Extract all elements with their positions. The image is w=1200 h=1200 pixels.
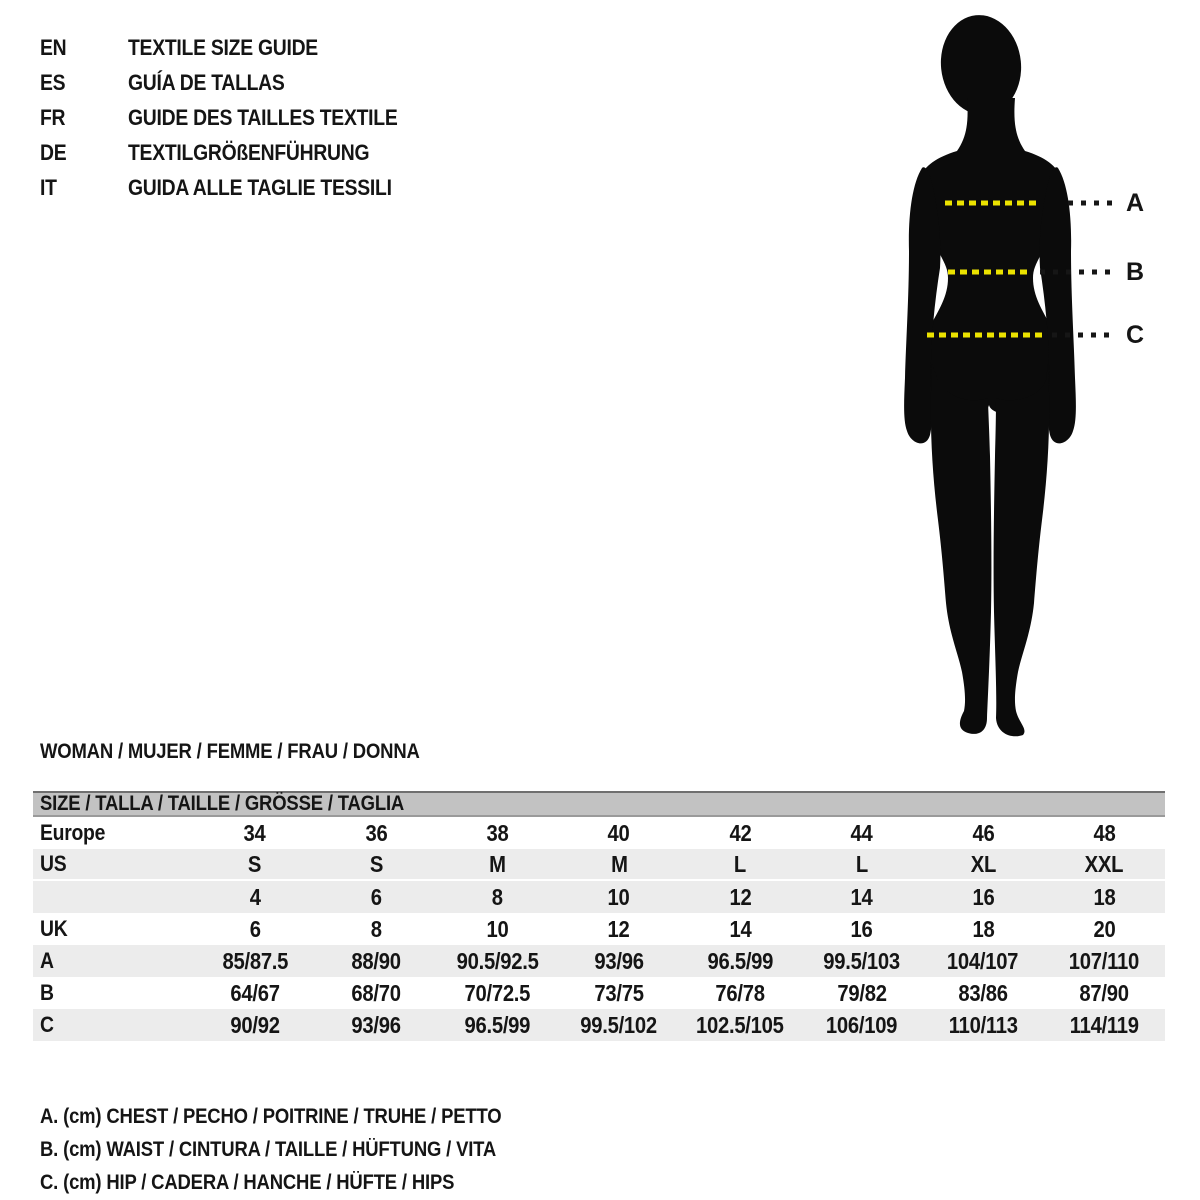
table-cell-text: 10 (486, 915, 509, 942)
table-cell (437, 980, 558, 1007)
woman-silhouette (904, 11, 1076, 736)
table-cell-text: 16 (850, 915, 873, 942)
table-cell-text: 96.5/99 (464, 1011, 531, 1038)
table-cell-text: 18 (1093, 883, 1116, 910)
table-cell (922, 1012, 1043, 1039)
language-code: EN (40, 34, 67, 60)
table-cell (1044, 1012, 1165, 1039)
table-cell-text: 6 (370, 883, 382, 910)
table-cell (316, 916, 437, 943)
language-title-list (40, 30, 434, 205)
table-cell-text: 85/87.5 (222, 947, 288, 974)
table-cell-text: 14 (729, 915, 752, 942)
table-cell-text: 46 (972, 819, 995, 846)
table-cell-text: 99.5/102 (580, 1011, 658, 1038)
row-label (33, 1012, 194, 1038)
language-code: IT (40, 174, 57, 200)
language-title: TEXTILGRÖßENFÜHRUNG (128, 139, 370, 165)
row-label-text: B (40, 980, 54, 1005)
table-cell (437, 1012, 558, 1039)
table-cell (558, 884, 679, 911)
language-title: GUÍA DE TALLAS (128, 69, 285, 95)
table-cell-text: 93/96 (594, 947, 644, 974)
table-cell (1044, 980, 1165, 1007)
table-cell (558, 916, 679, 943)
table-cell (194, 916, 315, 943)
table-cell-text: XXL (1085, 850, 1124, 877)
row-label-text: UK (40, 916, 68, 941)
table-cell-text: 14 (850, 883, 873, 910)
table-cell (922, 980, 1043, 1007)
table-cell (194, 851, 315, 878)
table-cell (922, 916, 1043, 943)
legend-line (40, 1100, 564, 1133)
legend-line-text: C. (cm) HIP / CADERA / HANCHE / HÜFTE / HIPS (40, 1170, 455, 1194)
table-cell-text: 90/92 (230, 1011, 280, 1038)
legend-line (40, 1166, 564, 1199)
table-cell (316, 820, 437, 847)
table-cell (680, 820, 801, 847)
measure-label-hip: C (1126, 321, 1145, 349)
table-cell-text: L (734, 850, 747, 877)
table-cell-text: 8 (492, 883, 504, 910)
table-cell-text: M (610, 850, 628, 877)
table-cell (316, 1012, 437, 1039)
table-cell-text: 107/110 (1069, 947, 1140, 974)
table-cell-text: S (369, 850, 383, 877)
row-label-text: US (40, 851, 67, 876)
language-code: DE (40, 139, 67, 165)
table-cell (194, 1012, 315, 1039)
table-cell (194, 820, 315, 847)
table-cell-text: 18 (972, 915, 995, 942)
table-cell-text: 16 (972, 883, 995, 910)
table-cell (922, 820, 1043, 847)
row-label-text: C (40, 1012, 54, 1037)
row-label (33, 884, 194, 910)
language-code: ES (40, 69, 66, 95)
table-cell (680, 851, 801, 878)
row-label (33, 851, 194, 877)
table-cell (558, 1012, 679, 1039)
table-cell-text: XL (970, 850, 996, 877)
table-cell (194, 980, 315, 1007)
table-cell (558, 820, 679, 847)
table-cell-text: 34 (243, 819, 266, 846)
legend-line-text: A. (cm) CHEST / PECHO / POITRINE / TRUHE / PETTO (40, 1104, 502, 1128)
table-cell (801, 980, 922, 1007)
language-row (40, 65, 434, 100)
table-cell-text: 40 (607, 819, 630, 846)
table-cell-text: 20 (1093, 915, 1116, 942)
figure-area (900, 8, 1120, 740)
table-cell (680, 980, 801, 1007)
table-cell (922, 884, 1043, 911)
table-cell (1044, 948, 1165, 975)
table-row (33, 945, 1165, 977)
table-cell-text: 87/90 (1079, 979, 1130, 1006)
table-cell-text: 42 (729, 819, 752, 846)
table-cell (316, 884, 437, 911)
row-label (33, 820, 194, 846)
language-title: TEXTILE SIZE GUIDE (128, 34, 318, 60)
table-cell (801, 884, 922, 911)
language-title: GUIDA ALLE TAGLIE TESSILI (128, 174, 392, 200)
table-cell-text: 38 (486, 819, 509, 846)
table-cell (801, 1012, 922, 1039)
table-cell-text: 8 (370, 915, 382, 942)
table-cell-text: 10 (607, 883, 630, 910)
table-cell (922, 851, 1043, 878)
table-cell (1044, 916, 1165, 943)
silhouette-right-leg (994, 364, 1050, 736)
table-cell-text: 104/107 (947, 947, 1019, 974)
table-cell (922, 948, 1043, 975)
table-cell (316, 851, 437, 878)
table-cell (680, 1012, 801, 1039)
table-cell (801, 820, 922, 847)
table-cell-text: 68/70 (351, 979, 401, 1006)
language-title: GUIDE DES TAILLES TEXTILE (128, 104, 398, 130)
table-cell-text: 12 (729, 883, 752, 910)
row-label (33, 980, 194, 1006)
table-row (33, 881, 1165, 913)
table-cell-text: 88/90 (351, 947, 401, 974)
size-table (33, 791, 1165, 1041)
table-cell (558, 851, 679, 878)
table-cell (194, 884, 315, 911)
section-title (40, 740, 471, 764)
measure-label-waist: B (1126, 258, 1145, 286)
table-cell-text: 70/72.5 (464, 979, 531, 1006)
table-row (33, 977, 1165, 1009)
table-cell (437, 851, 558, 878)
table-cell (680, 916, 801, 943)
language-row (40, 30, 434, 65)
table-cell (680, 948, 801, 975)
row-label-text: A (40, 948, 54, 973)
measure-label-chest: A (1126, 189, 1145, 217)
table-cell-text: 83/86 (958, 979, 1008, 1006)
size-table-header (33, 791, 1165, 817)
table-cell-text: 48 (1093, 819, 1116, 846)
table-cell-text: 106/109 (825, 1011, 898, 1038)
table-cell (801, 851, 922, 878)
table-cell-text: 96.5/99 (707, 947, 774, 974)
table-cell-text: 110/113 (948, 1011, 1018, 1038)
table-cell (1044, 851, 1165, 878)
table-row (33, 849, 1165, 881)
table-cell (1044, 884, 1165, 911)
table-row (33, 913, 1165, 945)
table-cell-text: 99.5/103 (823, 947, 900, 974)
table-cell (437, 820, 558, 847)
woman-silhouette-svg (900, 8, 1120, 740)
table-cell (316, 980, 437, 1007)
table-cell-text: 44 (850, 819, 873, 846)
table-cell-text: 6 (249, 915, 261, 942)
language-row (40, 135, 434, 170)
table-cell-text: 90.5/92.5 (456, 947, 539, 974)
legend-line (40, 1133, 564, 1166)
measure-legend (40, 1100, 564, 1199)
table-cell (437, 948, 558, 975)
table-cell (194, 948, 315, 975)
table-cell (801, 916, 922, 943)
table-row (33, 817, 1165, 849)
table-cell-text: 36 (365, 819, 388, 846)
table-cell-text: S (248, 850, 262, 877)
table-cell (316, 948, 437, 975)
legend-line-text: B. (cm) WAIST / CINTURA / TAILLE / HÜFTUNG / VITA (40, 1137, 497, 1161)
table-cell-text: 73/75 (594, 979, 644, 1006)
table-cell-text: 93/96 (351, 1011, 401, 1038)
table-cell-text: 79/82 (836, 979, 887, 1006)
table-cell-text: 76/78 (715, 979, 765, 1006)
row-label (33, 916, 194, 942)
table-cell-text: 12 (607, 915, 630, 942)
size-table-header-text: SIZE / TALLA / TAILLE / GRÖSSE / TAGLIA (40, 792, 405, 815)
row-label (33, 948, 194, 974)
table-cell-text: 64/67 (230, 979, 280, 1006)
language-row (40, 100, 434, 135)
table-cell-text: 4 (249, 883, 261, 910)
table-cell-text: 102.5/105 (696, 1011, 785, 1038)
table-cell (680, 884, 801, 911)
table-cell (437, 884, 558, 911)
table-cell (437, 916, 558, 943)
silhouette-left-leg (931, 364, 992, 734)
section-title-text: WOMAN / MUJER / FEMME / FRAU / DONNA (40, 740, 420, 763)
table-cell-text: M (489, 850, 506, 877)
table-cell (1044, 820, 1165, 847)
table-cell (558, 980, 679, 1007)
table-cell (801, 948, 922, 975)
table-row (33, 1009, 1165, 1041)
language-code: FR (40, 104, 66, 130)
row-label-text: Europe (40, 820, 106, 845)
table-cell (558, 948, 679, 975)
table-cell-text: 114/119 (1069, 1011, 1139, 1038)
language-row (40, 170, 434, 205)
table-cell-text: L (855, 850, 868, 877)
